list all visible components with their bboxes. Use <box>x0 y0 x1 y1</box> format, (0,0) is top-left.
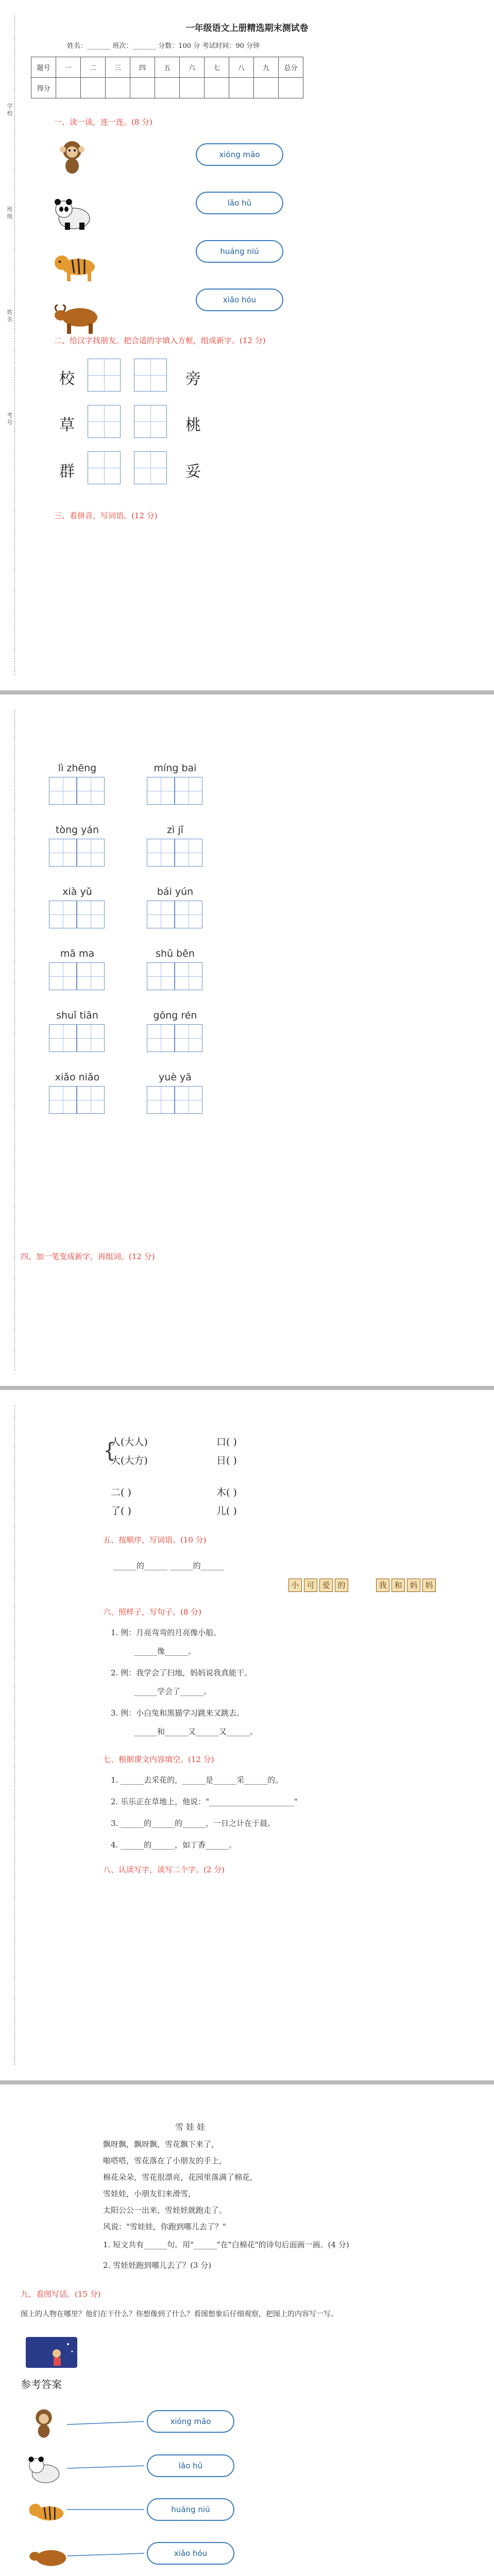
pinyin-label: zì jǐ <box>167 824 183 836</box>
word-pair: 人(大人) <box>111 1436 148 1448</box>
tile[interactable]: 我 <box>376 1579 389 1592</box>
poem-question-1: 1. 短文共有______句。用"______"在"白棉花"的诗句后面画一画。(4 分) <box>103 2240 349 2249</box>
question-4-heading: 四、加一笔变成新字，再组词。(12 分) <box>21 1252 155 1261</box>
binding-label: 班级 <box>6 206 13 221</box>
word-pair: 大(大方) <box>111 1455 148 1466</box>
word-order-line: ______的______ ______的______ <box>113 1561 224 1570</box>
pinyin-label: bái yún <box>157 886 194 897</box>
binding-margin <box>0 694 27 1386</box>
write-cell[interactable] <box>77 1086 105 1114</box>
write-cell[interactable] <box>175 1024 202 1052</box>
exam-title: 一年级语文上册精选期末测试卷 <box>185 23 309 33</box>
pinyin-label: míng bai <box>154 762 197 774</box>
question-3-heading: 三、看拼音，写词语。(12 分) <box>54 511 158 520</box>
char-box[interactable] <box>88 405 121 438</box>
bracket-left: { <box>103 1439 116 1463</box>
fill-line[interactable]: 3. ______的______的______，一日之计在于晨。 <box>111 1819 276 1828</box>
tile[interactable]: 妈 <box>422 1579 436 1592</box>
char-left: 群 <box>59 463 75 481</box>
word-pair: 口( ) <box>216 1436 237 1448</box>
pinyin-label: gōng rén <box>153 1010 197 1021</box>
char-right: 旁 <box>185 370 201 388</box>
char-left: 草 <box>59 416 75 434</box>
sentence-example: 3. 例：小白兔和黑猫学习跳来又跳去。 <box>111 1708 245 1718</box>
page-1 <box>0 0 494 690</box>
pinyin-label: tòng yán <box>55 824 99 836</box>
question-9-heading: 九、看图写话。(15 分) <box>21 2290 101 2299</box>
char-box[interactable] <box>134 359 167 392</box>
write-cell[interactable] <box>147 777 175 805</box>
char-box[interactable] <box>88 451 121 484</box>
monkey-icon <box>52 135 93 178</box>
write-cell[interactable] <box>77 962 105 990</box>
tile[interactable]: 妈 <box>407 1579 420 1592</box>
tile[interactable]: 和 <box>391 1579 405 1592</box>
poem-question-2: 2. 雪娃娃跑到哪儿去了？(3 分) <box>103 2261 212 2270</box>
score-table: 题号 一 二 三 四 五 六 七 八 九 总分 得分 <box>31 57 303 98</box>
pinyin-pill[interactable]: xiǎo hóu <box>196 289 283 311</box>
write-cell[interactable] <box>49 839 77 867</box>
question-8-heading: 八、认读写字，读写二个字。(2 分) <box>103 1865 225 1874</box>
write-cell[interactable] <box>175 777 202 805</box>
poem-title: 雪 娃 娃 <box>175 2122 206 2132</box>
word-pair: 日( ) <box>216 1455 237 1466</box>
pinyin-label: shuǐ tiān <box>56 1010 98 1021</box>
answer-pill: huáng niú <box>147 2498 234 2521</box>
pinyin-label: yuè yā <box>159 1072 192 1083</box>
write-cell[interactable] <box>77 1024 105 1052</box>
char-box[interactable] <box>134 451 167 484</box>
char-left: 校 <box>59 370 75 388</box>
write-cell[interactable] <box>49 1024 77 1052</box>
write-cell[interactable] <box>147 839 175 867</box>
sentence-blank[interactable]: ______和______又______又______。 <box>134 1727 258 1736</box>
tile[interactable]: 爱 <box>319 1579 333 1592</box>
write-cell[interactable] <box>49 1086 77 1114</box>
write-cell[interactable] <box>175 839 202 867</box>
binding-margin <box>0 1390 27 2080</box>
write-cell[interactable] <box>175 1086 202 1114</box>
question-6-heading: 六、照样子，写句子。(8 分) <box>103 1607 202 1617</box>
ox-icon <box>26 2543 72 2576</box>
char-box[interactable] <box>88 359 121 392</box>
pinyin-pill[interactable]: lǎo hǔ <box>196 192 283 214</box>
word-pair: 木( ) <box>216 1487 237 1498</box>
fill-line[interactable]: 2. 乐乐正在草地上，他说："______________________" <box>111 1797 298 1806</box>
panda-icon <box>52 192 93 235</box>
question-5-heading: 五、按顺序，写词语。(10 分) <box>103 1535 207 1545</box>
monkey-icon <box>26 2404 62 2442</box>
pinyin-pill[interactable]: huáng niú <box>196 240 283 263</box>
char-right: 桃 <box>185 416 201 434</box>
tiger-icon <box>26 2497 67 2530</box>
word-pair: 儿( ) <box>216 1505 237 1517</box>
word-pair: 二( ) <box>111 1487 131 1498</box>
pinyin-label: xià yǔ <box>62 886 92 897</box>
sentence-blank[interactable]: ______像______。 <box>134 1647 196 1656</box>
char-right: 妥 <box>185 463 201 481</box>
binding-label: 姓名 <box>6 309 13 324</box>
answer-pill: lǎo hǔ <box>147 2454 234 2477</box>
answer-connector-lines <box>67 2404 160 2576</box>
pinyin-label: xiǎo niǎo <box>55 1072 100 1083</box>
write-cell[interactable] <box>175 962 202 990</box>
write-cell[interactable] <box>49 901 77 928</box>
char-box[interactable] <box>134 405 167 438</box>
pinyin-label: lì zhēng <box>58 762 97 774</box>
answer-pill: xióng māo <box>147 2410 234 2433</box>
page-4 <box>0 2084 494 2576</box>
page-2 <box>0 694 494 1386</box>
write-cell[interactable] <box>77 901 105 928</box>
question-9-text: 图上的人物在哪里？他们在干什么？你想像到了什么？看图想象后仔细观察，把图上的内容写一写。 <box>21 2310 338 2318</box>
ox-icon <box>52 300 103 338</box>
tile[interactable]: 的 <box>335 1579 348 1592</box>
moon-scene-icon <box>26 2337 77 2370</box>
page-3 <box>0 1390 494 2080</box>
tiger-icon <box>52 247 98 285</box>
sentence-blank[interactable]: ______学会了______。 <box>134 1687 212 1696</box>
tile[interactable]: 小 <box>288 1579 302 1592</box>
binding-label: 考号 <box>6 412 13 427</box>
word-pair: 了( ) <box>111 1505 131 1517</box>
write-cell[interactable] <box>49 777 77 805</box>
panda-icon <box>26 2450 62 2488</box>
tile[interactable]: 可 <box>304 1579 317 1592</box>
question-1-heading: 一、读一读，连一连。(8 分) <box>54 117 153 127</box>
write-cell[interactable] <box>147 901 175 928</box>
write-cell[interactable] <box>147 1024 175 1052</box>
pinyin-label: mā ma <box>60 948 95 959</box>
answer-pill: xiǎo hóu <box>147 2542 234 2565</box>
write-cell[interactable] <box>147 1086 175 1114</box>
answers-title: 参考答案 <box>21 2378 62 2391</box>
exam-meta: 姓名：_______ 班次：_______ 分数：100 分 考试时间：90 分钟 <box>67 42 260 50</box>
question-2-heading: 二、给汉字找朋友。把合适的字填入方框，组成新字。(12 分) <box>54 336 266 345</box>
write-cell[interactable] <box>147 962 175 990</box>
sentence-example: 2. 例：我学会了扫地，妈妈说我真能干。 <box>111 1668 252 1677</box>
pinyin-pill[interactable]: xióng māo <box>196 143 283 166</box>
sentence-example: 1. 例：月亮弯弯的月亮像小船。 <box>111 1628 222 1637</box>
fill-line[interactable]: 1. ______去采花的，______是______采______的。 <box>111 1775 283 1785</box>
write-cell[interactable] <box>175 901 202 928</box>
pinyin-label: shū běn <box>156 948 195 959</box>
write-cell[interactable] <box>77 777 105 805</box>
question-7-heading: 七、根据课文内容填空。(12 分) <box>103 1755 214 1764</box>
binding-label: 学校 <box>6 103 13 117</box>
poem-body: 飘呀飘，飘呀飘，雪花飘下来了， 啪嗒嗒，雪花落在了小朋友的手上， 棉花朵朵，雪花很漂亮，花园里落满了棉花， 雪娃娃，小朋友们来滑雪， 太阳公公一出来，雪娃娃就跑走了。 风说："雪娃娃，你跑到哪儿去了？" <box>103 2140 258 2231</box>
binding-margin <box>0 0 27 690</box>
fill-line[interactable]: 4. ______的______，如丁香______。 <box>111 1840 237 1850</box>
write-cell[interactable] <box>49 962 77 990</box>
write-cell[interactable] <box>77 839 105 867</box>
